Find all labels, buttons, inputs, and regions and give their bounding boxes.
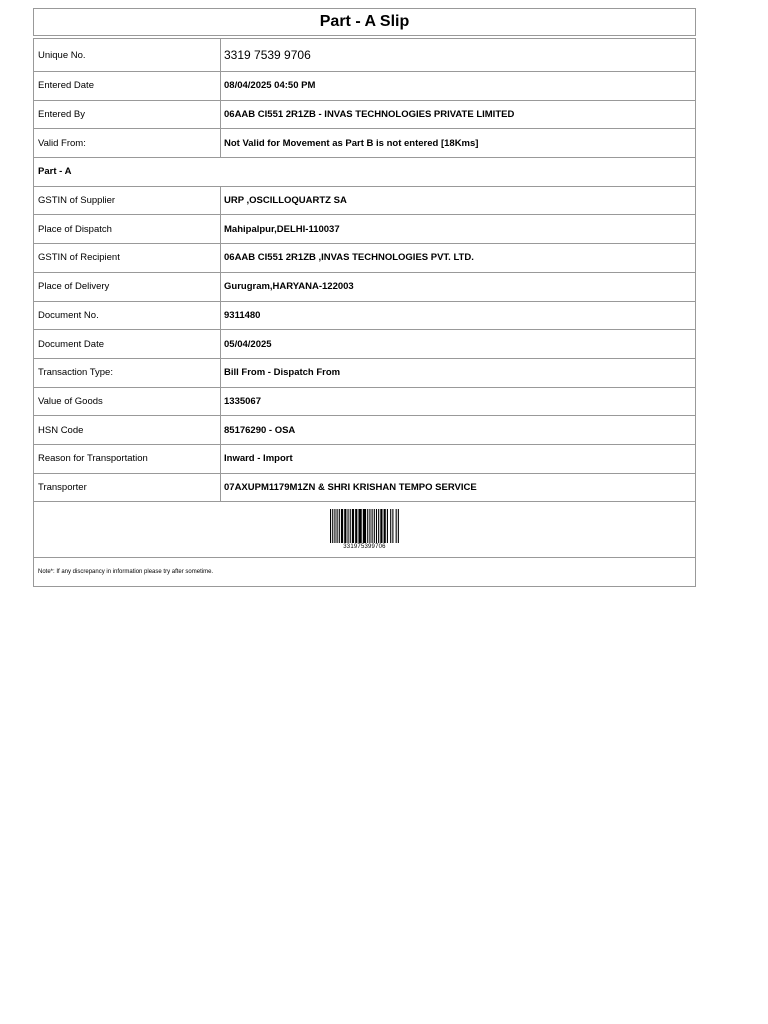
table-row bbox=[34, 101, 695, 130]
table-row bbox=[34, 474, 695, 503]
field-value: 08/04/2025 04:50 PM bbox=[224, 80, 316, 92]
table-row bbox=[34, 445, 695, 474]
field-label: Document Date bbox=[34, 330, 221, 358]
slip-title: Part - A Slip bbox=[33, 8, 696, 36]
barcode-number: 331975399706 bbox=[343, 544, 386, 551]
field-value: 07AXUPM1179M1ZN & SHRI KRISHAN TEMPO SERVICE bbox=[224, 481, 477, 493]
field-value: Not Valid for Movement as Part B is not entered [18Kms] bbox=[224, 137, 479, 149]
note-text: Note*: If any discrepancy in information please try after sometime. bbox=[38, 569, 214, 576]
table-row bbox=[34, 359, 695, 388]
field-value: 06AAB CI551 2R1ZB - INVAS TECHNOLOGIES PRIVATE LIMITED bbox=[224, 109, 515, 121]
field-label: Transporter bbox=[34, 474, 221, 502]
table-row bbox=[34, 244, 695, 273]
field-label: Place of Delivery bbox=[34, 273, 221, 301]
field-value: 05/04/2025 bbox=[224, 338, 272, 350]
field-label: Valid From: bbox=[34, 129, 221, 157]
field-value: URP ,OSCILLOQUARTZ SA bbox=[224, 195, 347, 207]
field-value: 06AAB CI551 2R1ZB ,INVAS TECHNOLOGIES PVT. LTD. bbox=[224, 252, 474, 264]
table-row bbox=[34, 129, 695, 158]
field-label: Place of Dispatch bbox=[34, 215, 221, 243]
field-label: Entered Date bbox=[34, 72, 221, 100]
field-value: Gurugram,HARYANA-122003 bbox=[224, 281, 354, 293]
field-label: Transaction Type: bbox=[34, 359, 221, 387]
table-row bbox=[34, 416, 695, 445]
field-value: Inward - Import bbox=[224, 453, 293, 465]
field-value: 1335067 bbox=[224, 395, 261, 407]
table-row bbox=[34, 330, 695, 359]
table-row bbox=[34, 39, 695, 72]
table-row bbox=[34, 388, 695, 417]
field-label: HSN Code bbox=[34, 416, 221, 444]
table-row bbox=[34, 72, 695, 101]
section-heading: Part - A bbox=[34, 158, 695, 187]
table-row bbox=[34, 302, 695, 331]
field-value: 9311480 bbox=[224, 309, 261, 321]
field-label: Document No. bbox=[34, 302, 221, 330]
field-value: Bill From - Dispatch From bbox=[224, 367, 341, 379]
eway-bill-slip bbox=[33, 8, 696, 587]
field-label: GSTIN of Supplier bbox=[34, 187, 221, 215]
field-value: Mahipalpur,DELHI-110037 bbox=[224, 223, 340, 235]
barcode-section bbox=[34, 502, 695, 558]
field-value: 85176290 - OSA bbox=[224, 424, 296, 436]
field-label: Unique No. bbox=[34, 39, 221, 71]
field-label: GSTIN of Recipient bbox=[34, 244, 221, 272]
unique-number: 3319 7539 9706 bbox=[224, 48, 311, 62]
table-row bbox=[34, 215, 695, 244]
barcode bbox=[330, 509, 400, 543]
table-row bbox=[34, 187, 695, 216]
field-label: Entered By bbox=[34, 101, 221, 129]
field-label: Reason for Transportation bbox=[34, 445, 221, 473]
table-row bbox=[34, 273, 695, 302]
field-label: Value of Goods bbox=[34, 388, 221, 416]
slip-table bbox=[33, 38, 696, 587]
